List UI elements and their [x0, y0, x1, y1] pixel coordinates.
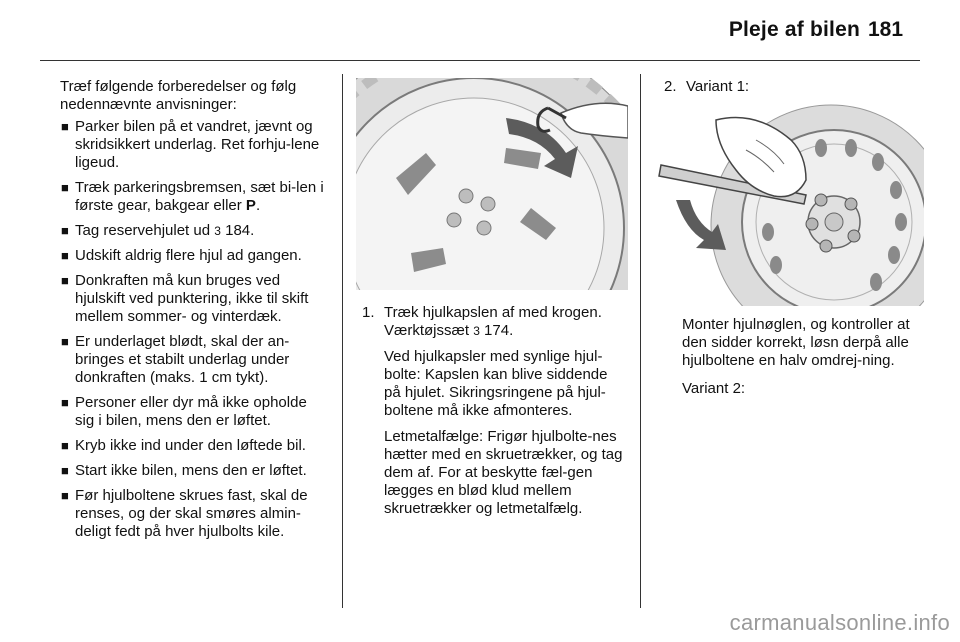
list-item-text: Er underlaget blødt, skal der an-bringes et stabilt underlag under donkraften (maks. 1 cm tykt). [75, 333, 290, 386]
step-number: 2. [664, 78, 677, 95]
variant-1-paragraph: Monter hjulnøglen, og kontroller at den sidder korrekt, løsn derpå alle hjulboltene en halv omdrej-ning. [682, 316, 910, 369]
wheel-wrench-illustration [656, 100, 924, 306]
bullet-square-icon: ■ [61, 223, 69, 238]
page-reference-icon: 3 [473, 324, 480, 338]
step-number: 1. [362, 304, 375, 321]
step-2 [664, 78, 924, 96]
bullet-square-icon: ■ [61, 438, 69, 453]
bullet-square-icon: ■ [61, 334, 69, 349]
list-item [60, 179, 330, 215]
list-item [60, 247, 330, 265]
list-item-text: Donkraften må kun bruges ved hjulskift ved punktering, ikke til skift mellem sommer- og vinterdæk. [75, 272, 309, 325]
hubcap-removal-illustration [356, 78, 628, 290]
list-item-text: Tag reservehjulet ud [75, 222, 215, 239]
bullet-square-icon: ■ [61, 463, 69, 478]
step-text: Træk hjulkapslen af med krogen. Værktøjssæt [384, 304, 602, 339]
column-divider-left [342, 74, 343, 608]
bullet-square-icon: ■ [61, 273, 69, 288]
alloy-rim-paragraph: Letmetalfælge: Frigør hjulbolte-nes hætter med en skruetrækker, og tag dem af. For at beskytte fæl-gen lægges en blød klud mellem skruetrækker og letmetalfælg. [384, 428, 623, 517]
bullet-square-icon: ■ [61, 180, 69, 195]
step-text: 174. [479, 322, 514, 339]
list-item-text: Udskift aldrig flere hjul ad gangen. [75, 247, 302, 264]
variant-1-label: Variant 1: [686, 78, 750, 95]
list-item [60, 118, 330, 172]
bullet-square-icon: ■ [61, 119, 69, 134]
list-item-text: Start ikke bilen, mens den er løftet. [75, 462, 307, 479]
list-item [60, 394, 330, 430]
page-header-title: Pleje af bilen [728, 18, 860, 41]
list-item [60, 487, 330, 541]
list-item [60, 222, 330, 240]
column-preparations [60, 78, 330, 548]
column-loosen-bolts [664, 78, 924, 96]
page-reference-icon: 3 [214, 224, 221, 238]
list-item-text: Kryb ikke ind under den løftede bil. [75, 437, 306, 454]
list-item-text: Parker bilen på et vandret, jævnt og skridsikkert underlag. Ret forhju-lene ligeud. [75, 118, 320, 171]
list-item [60, 437, 330, 455]
list-item [60, 272, 330, 326]
column-loosen-bolts-text [664, 316, 924, 398]
gear-letter: P [245, 197, 256, 214]
visible-bolts-paragraph: Ved hjulkapsler med synlige hjul-bolte: Kapslen kan blive siddende på hjulet. Sikringsringene på hjul-boltene må ikke afmonteres. [384, 348, 608, 419]
column-hubcap-removal [362, 304, 628, 518]
header-rule [40, 60, 920, 61]
list-item-text: 184. [220, 222, 255, 239]
intro-text: Træf følgende forberedelser og følg nedennævnte anvisninger: [60, 78, 297, 113]
bullet-square-icon: ■ [61, 248, 69, 263]
step-2-body [664, 316, 924, 398]
list-item-text: Før hjulboltene skrues fast, skal de renses, og der skal smøres almin-deligt fedt på hver hjulbolts kile. [75, 487, 308, 540]
preparation-list [60, 118, 330, 541]
page-number: 181 [868, 18, 904, 41]
list-item-text: . [255, 197, 261, 214]
column-divider-right [640, 74, 641, 608]
list-item [60, 462, 330, 480]
list-item-text: Personer eller dyr må ikke opholde sig i bilen, mens den er løftet. [75, 394, 307, 429]
bullet-square-icon: ■ [61, 488, 69, 503]
list-item [60, 333, 330, 387]
step-1 [362, 304, 628, 518]
list-item-text: Træk parkeringsbremsen, sæt bi-len i første gear, bakgear eller [75, 179, 324, 214]
variant-2-label: Variant 2: [682, 380, 746, 397]
watermark: carmanualsonline.info [729, 610, 950, 635]
bullet-square-icon: ■ [61, 395, 69, 410]
